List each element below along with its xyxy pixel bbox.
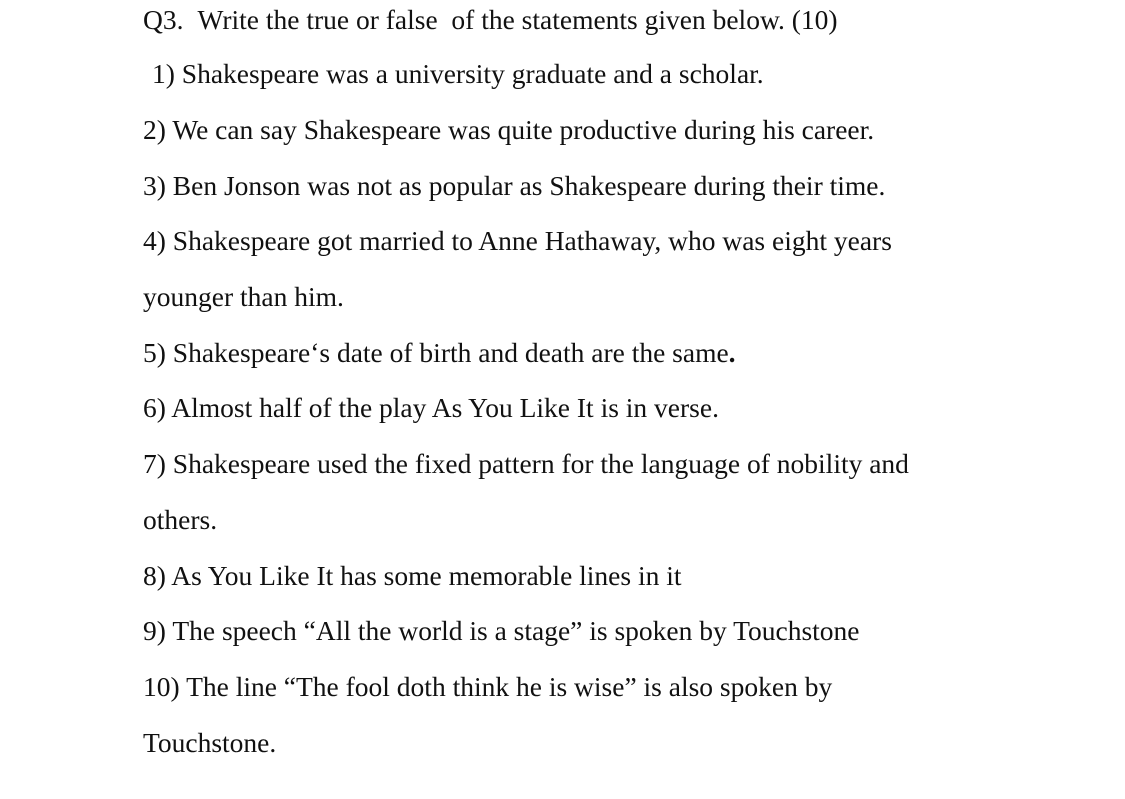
statement-10 (143, 673, 832, 701)
statement-text: The line “The fool doth think he is wise” is also spoken by (186, 671, 833, 702)
question-instruction: Write the true or false of the statements given below. (10) (197, 4, 838, 35)
statement-text-continuation: younger than him. (143, 281, 344, 312)
statement-number: 3) (143, 170, 166, 201)
statement-text: Shakespeare was a university graduate and a scholar. (181, 58, 764, 89)
statement-3 (143, 172, 885, 200)
statement-text: Shakespeare got married to Anne Hathaway, who was eight years (172, 225, 892, 256)
statement-text: As You Like It has some memorable lines in it (171, 560, 682, 591)
statement-number: 1) (152, 58, 175, 89)
statement-text: Almost half of the play As You Like It is in verse. (171, 392, 719, 423)
statement-7-continuation (143, 506, 217, 534)
statement-text-continuation: Touchstone. (143, 727, 277, 758)
statement-text: Ben Jonson was not as popular as Shakespeare during their time. (172, 170, 886, 201)
statement-1 (152, 60, 764, 88)
statement-text: The speech “All the world is a stage” is spoken by Touchstone (172, 615, 860, 646)
statement-number: 7) (143, 448, 166, 479)
statement-4 (143, 227, 892, 255)
statement-number: 2) (143, 114, 166, 145)
statement-2 (143, 116, 874, 144)
statement-number: 6) (143, 392, 166, 423)
statement-number: 5) (143, 337, 166, 368)
question-heading (143, 6, 838, 34)
statement-number: 8) (143, 560, 166, 591)
statement-10-continuation (143, 729, 276, 757)
statement-number: 9) (143, 615, 166, 646)
statement-5 (143, 339, 736, 367)
statement-4-continuation (143, 283, 344, 311)
statement-7 (143, 450, 909, 478)
statement-text: Shakespeare‘s date of birth and death are the same (172, 337, 729, 368)
statement-6 (143, 394, 719, 422)
statement-9 (143, 617, 860, 645)
statement-8 (143, 562, 682, 590)
question-label: Q3. (143, 4, 184, 35)
statement-number: 4) (143, 225, 166, 256)
statement-text: Shakespeare used the fixed pattern for the language of nobility and (172, 448, 909, 479)
statement-number: 10) (143, 671, 180, 702)
statement-end-mark: . (728, 337, 736, 368)
statement-text: We can say Shakespeare was quite productive during his career. (172, 114, 875, 145)
statement-text-continuation: others. (143, 504, 218, 535)
